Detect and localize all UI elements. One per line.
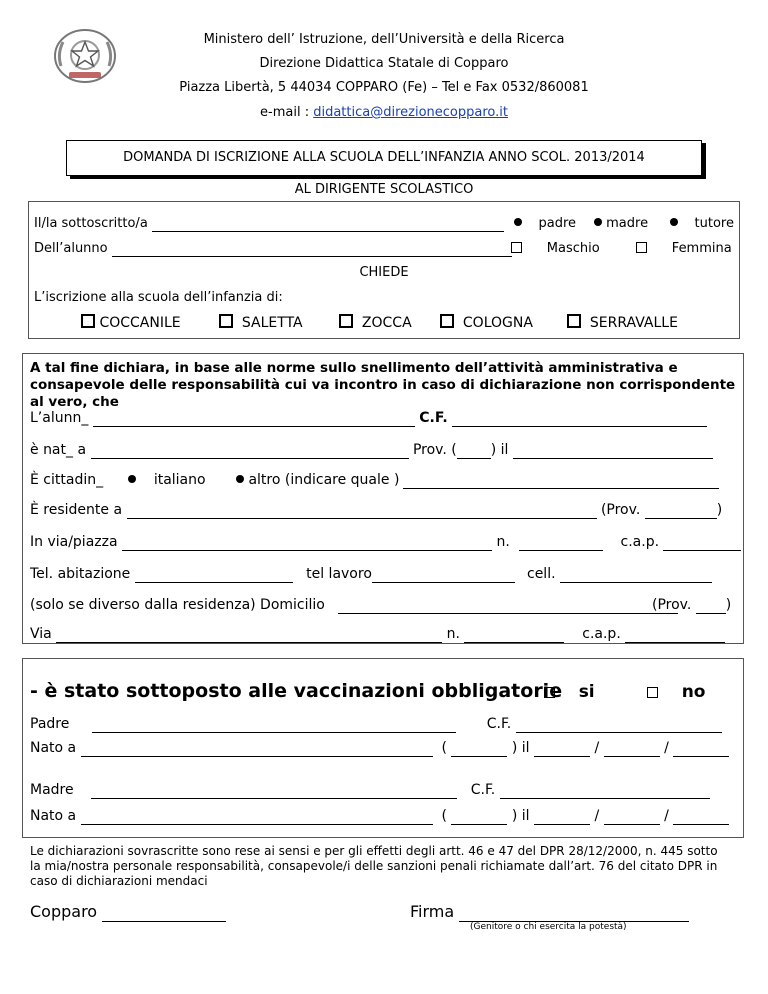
prov-res-label: (Prov.	[600, 502, 641, 518]
checkbox-icon	[511, 242, 522, 253]
cell-row	[527, 566, 712, 583]
il-label: ) il	[490, 442, 509, 458]
cittadin-label: È cittadin_	[30, 472, 104, 488]
luogo-nascita-field[interactable]	[91, 442, 409, 459]
school-zocca[interactable]	[339, 314, 412, 331]
alunno2-field[interactable]	[93, 410, 415, 427]
tel-lavoro-label: tel lavoro	[306, 566, 372, 582]
cap-label: c.a.p.	[620, 534, 660, 550]
chiede-heading: CHIEDE	[359, 265, 409, 280]
school-saletta[interactable]	[219, 314, 303, 331]
bullet-icon	[514, 218, 522, 226]
paren-open: (	[441, 740, 447, 756]
nato-madre-label: Nato a	[30, 808, 77, 824]
place-label: Copparo	[30, 902, 98, 921]
alunno-row	[34, 241, 512, 257]
checkbox-icon	[339, 314, 353, 328]
cap2-label: c.a.p.	[582, 626, 621, 642]
paren-close: )	[725, 597, 732, 613]
bullet-icon	[128, 475, 136, 483]
cf-madre-label: C.F.	[470, 782, 496, 798]
iscrizione-label: L’iscrizione alla scuola dell’infanzia di:	[34, 290, 283, 305]
school-label: SERRAVALLE	[589, 315, 678, 331]
alunno-cf-row	[30, 410, 707, 427]
altro-field-wrap	[403, 472, 719, 489]
role-tutore[interactable]	[670, 216, 734, 231]
vaccini-label: - è stato sottoposto alle vaccinazioni obbligatorie	[30, 680, 563, 702]
form-title: DOMANDA DI ISCRIZIONE ALLA SCUOLA DELL’INFANZIA ANNO SCOL. 2013/2014	[123, 150, 645, 165]
firma-label: Firma	[410, 902, 455, 921]
cap-field[interactable]	[663, 534, 741, 551]
checkbox-icon	[219, 314, 233, 328]
cell-field[interactable]	[560, 566, 712, 583]
via-label: In via/piazza	[30, 534, 118, 550]
recipient: AL DIRIGENTE SCOLASTICO	[294, 182, 474, 197]
date-place-field[interactable]	[102, 902, 226, 922]
checkbox-icon	[544, 687, 555, 698]
via2-label: Via	[30, 626, 52, 642]
checkbox-icon	[567, 314, 581, 328]
madre-luogo-field[interactable]	[81, 808, 433, 825]
residenza-field[interactable]	[127, 502, 597, 519]
gender-label: Femmina	[671, 241, 732, 256]
vaccini-si[interactable]	[544, 682, 595, 702]
school-coccanile[interactable]	[81, 314, 181, 331]
title-box	[66, 140, 702, 176]
alunno-field[interactable]	[112, 241, 512, 257]
madre-label: Madre	[30, 782, 74, 798]
date-slash: /	[594, 740, 600, 756]
vaccini-no[interactable]	[647, 682, 705, 702]
sottoscritto-field[interactable]	[152, 216, 504, 232]
madre-mese-field[interactable]	[604, 808, 660, 825]
school-address: Piazza Libertà, 5 44034 COPPARO (Fe) – Tel e Fax 0532/860081	[179, 80, 589, 95]
telefono-row	[30, 566, 515, 583]
citizenship-label: italiano	[153, 472, 206, 488]
cf-padre-field[interactable]	[516, 716, 722, 733]
firma-row	[410, 902, 689, 922]
cf-padre-label: C.F.	[486, 716, 512, 732]
civico-field[interactable]	[519, 534, 603, 551]
role-padre[interactable]	[514, 216, 576, 231]
padre-nascita-row	[30, 740, 729, 757]
bullet-icon	[594, 218, 602, 226]
nato-padre-label: Nato a	[30, 740, 77, 756]
firma-field[interactable]	[459, 902, 689, 922]
altro-cittadinanza-field[interactable]	[403, 472, 719, 489]
domicilio-field[interactable]	[338, 597, 678, 614]
email-label: e-mail :	[260, 105, 314, 120]
role-label: tutore	[694, 216, 734, 231]
padre-row	[30, 716, 722, 733]
gender-femmina[interactable]	[636, 241, 732, 256]
declaration-intro: A tal fine dichiara, in base alle norme sullo snellimento dell’attività amministrativa e consapevole delle responsabilità cui va incontro in caso di dichiarazione non corrispondente al vero, che	[30, 360, 736, 410]
email-link[interactable]: didattica@direzionecopparo.it	[313, 105, 508, 120]
alunno2-label: L’alunn_	[30, 410, 89, 426]
padre-mese-field[interactable]	[604, 740, 660, 757]
madre-giorno-field[interactable]	[534, 808, 590, 825]
il-label: ) il	[511, 740, 530, 756]
school-label: COLOGNA	[462, 315, 533, 331]
domicilio-row	[30, 597, 678, 614]
prov-label: Prov. (	[412, 442, 457, 458]
padre-name-field[interactable]	[92, 716, 456, 733]
madre-nascita-row	[30, 808, 729, 825]
citizenship-label: altro (indicare quale )	[248, 472, 400, 488]
residente-label: È residente a	[30, 502, 123, 518]
cf-label: C.F.	[419, 410, 448, 426]
paren-open: (	[441, 808, 447, 824]
madre-name-field[interactable]	[91, 782, 457, 799]
checkbox-icon	[647, 687, 658, 698]
email-line	[0, 105, 768, 120]
prov-nascita-field[interactable]	[457, 442, 491, 459]
tel-label: Tel. abitazione	[30, 566, 131, 582]
school-label: SALETTA	[241, 315, 303, 331]
school-label: ZOCCA	[361, 315, 412, 331]
n-label: n.	[496, 534, 510, 550]
via2-field[interactable]	[56, 626, 442, 643]
prov-res-field[interactable]	[645, 502, 717, 519]
nascita-row	[30, 442, 713, 459]
nato-label: è nat_ a	[30, 442, 87, 458]
padre-anno-field[interactable]	[673, 740, 729, 757]
gender-maschio[interactable]	[511, 241, 600, 256]
cf-madre-field[interactable]	[500, 782, 710, 799]
cell-label: cell.	[527, 566, 556, 582]
domicilio-prov	[652, 597, 731, 614]
date-slash: /	[594, 808, 600, 824]
gender-label: Maschio	[546, 241, 600, 256]
prov-dom-label: (Prov.	[652, 597, 692, 613]
via2-row	[30, 626, 725, 643]
si-label: si	[578, 682, 595, 702]
civico2-field[interactable]	[464, 626, 564, 643]
bullet-icon	[670, 218, 678, 226]
role-label: madre	[606, 216, 649, 231]
school-cologna[interactable]	[440, 314, 533, 331]
applicant-row	[34, 216, 504, 232]
checkbox-icon	[636, 242, 647, 253]
padre-label: Padre	[30, 716, 70, 732]
prov-dom-field[interactable]	[696, 597, 726, 614]
madre-row	[30, 782, 710, 799]
no-label: no	[681, 682, 706, 702]
madre-anno-field[interactable]	[673, 808, 729, 825]
firma-note: (Genitore o chi esercita la potestà)	[470, 922, 627, 932]
tel-field[interactable]	[135, 566, 293, 583]
checkbox-icon	[81, 314, 95, 328]
school-name: Direzione Didattica Statale di Copparo	[259, 56, 509, 71]
citizenship-altro[interactable]	[236, 472, 399, 488]
school-serravalle[interactable]	[567, 314, 678, 331]
residenza-row	[30, 502, 722, 519]
padre-giorno-field[interactable]	[534, 740, 590, 757]
legal-statement: Le dichiarazioni sovrascritte sono rese ai sensi e per gli effetti degli artt. 46 e 47 del DPR 28/12/2000, n. 445 sotto la mia/nostra personale responsabilità, consapevole/i delle sanzioni penali richiamate dall’art. 76 del citato DPR in caso di dichiarazioni mendaci	[30, 844, 718, 888]
padre-luogo-field[interactable]	[81, 740, 433, 757]
data-nascita-field[interactable]	[513, 442, 713, 459]
tel-lavoro-field[interactable]	[372, 566, 515, 583]
padre-prov-field[interactable]	[451, 740, 507, 757]
place-row	[30, 902, 226, 922]
via-row	[30, 534, 741, 551]
ministry-line: Ministero dell’ Istruzione, dell’Università e della Ricerca	[203, 32, 565, 47]
n2-label: n.	[446, 626, 460, 642]
paren-close: )	[716, 502, 723, 518]
madre-prov-field[interactable]	[451, 808, 507, 825]
role-label: padre	[538, 216, 577, 231]
sottoscritto-label: Il/la sottoscritto/a	[34, 216, 148, 231]
school-label: COCCANILE	[99, 315, 181, 331]
cf-field[interactable]	[452, 410, 707, 427]
il-label: ) il	[511, 808, 530, 824]
domicilio-label: (solo se diverso dalla residenza) Domicilio	[30, 597, 325, 613]
alunno-label: Dell’alunno	[34, 241, 108, 256]
via-field[interactable]	[122, 534, 492, 551]
bullet-icon	[236, 475, 244, 483]
date-slash: /	[664, 740, 669, 756]
cap2-field[interactable]	[625, 626, 725, 643]
date-slash: /	[664, 808, 669, 824]
checkbox-icon	[440, 314, 454, 328]
citizenship-italiano[interactable]	[128, 472, 206, 488]
role-madre[interactable]	[594, 216, 648, 231]
